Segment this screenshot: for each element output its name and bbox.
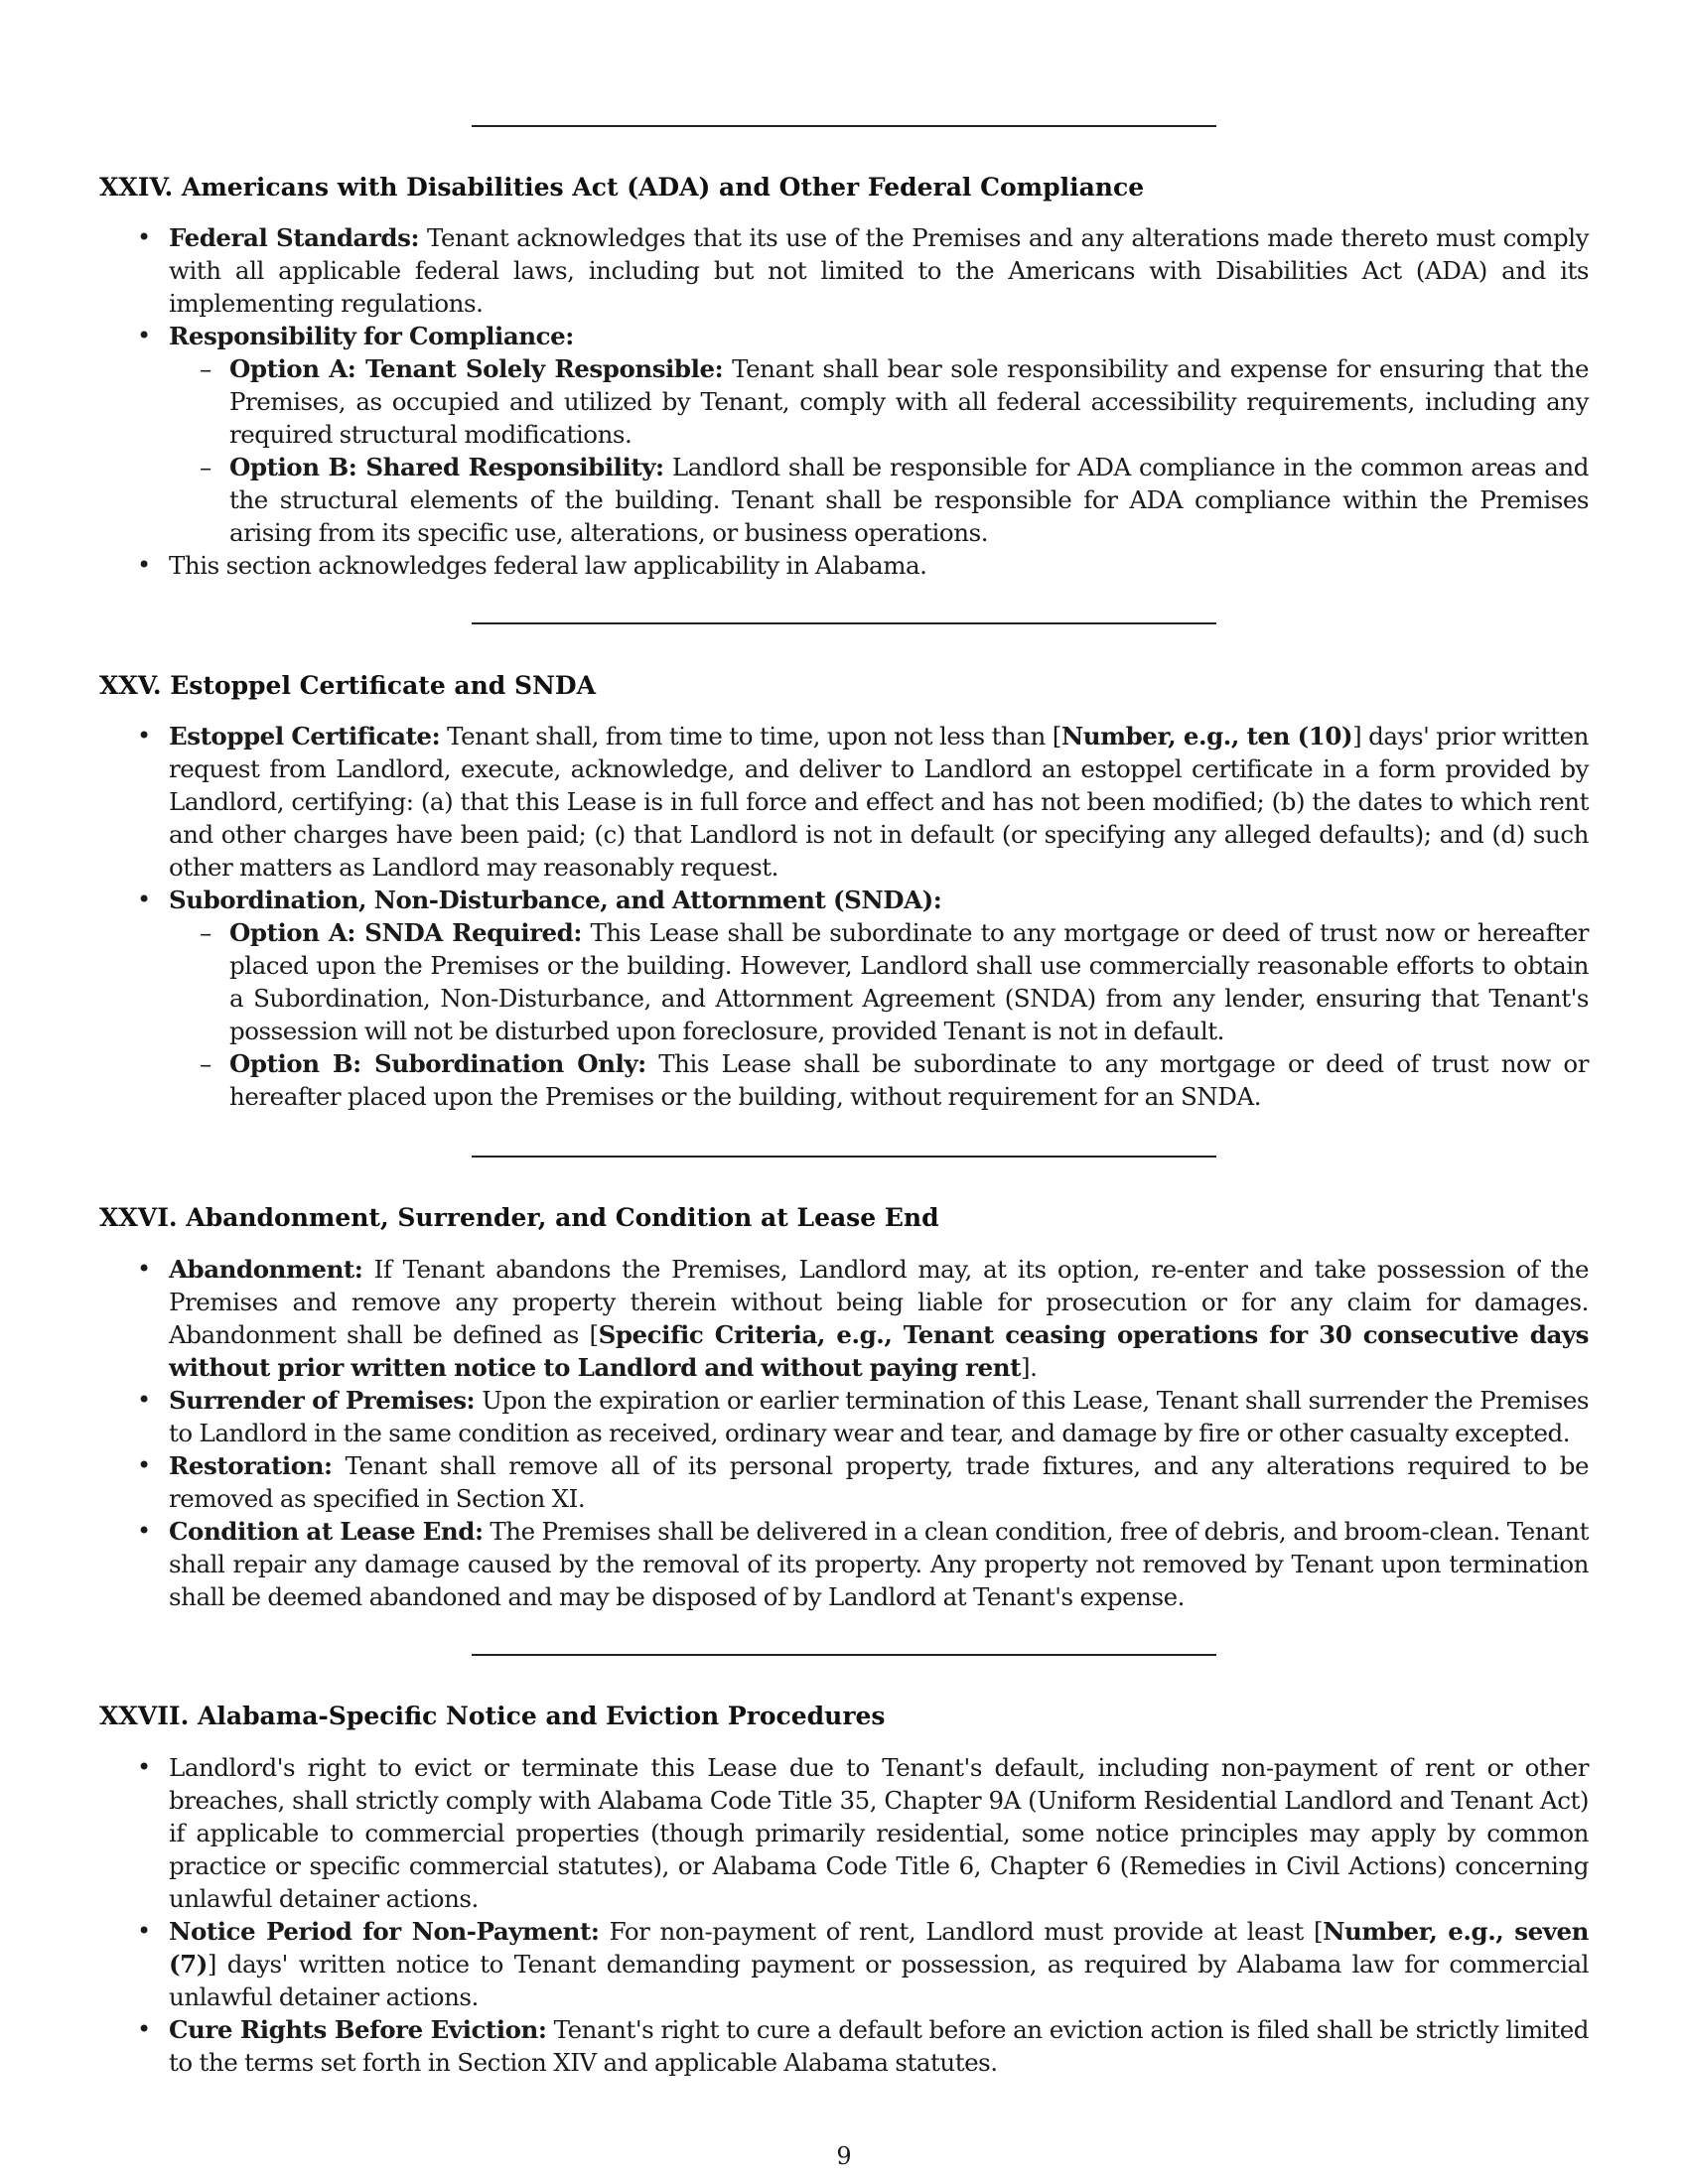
section-xxvii-list [99,1751,1589,2079]
option-a-tenant-solely-responsible: – Option A: Tenant Solely Responsible: Tenant shall bear sole responsibility and expense for ensuring that the Premises, as occupied and utilized by Tenant, comply with all federal accessibility requirements, including any required structural modifications. [169,352,1589,451]
list-item-estoppel-certificate: • Estoppel Certificate: Tenant shall, from time to time, upon not less than [Number, e.g., ten (10)] days' prior written request from Landlord, execute, acknowledge, and deliver to Landlord an estoppel certificate in a form provided by Landlord, certifying: (a) that this Lease is in full force and effect and has not been modified; (b) the dates to which rent and other charges have been paid; (c) that Landlord is not in default (or specifying any alleged defaults); and (d) such other matters as Landlord may reasonably request. [99,720,1589,884]
section-heading-xxv: XXV. Estoppel Certificate and SNDA [99,671,596,700]
section-xxv-list [99,720,1589,1113]
section-heading-xxiv: XXIV. Americans with Disabilities Act (ADA) and Other Federal Compliance [99,173,1145,202]
section-divider [472,622,1216,624]
snda-options [169,916,1589,1113]
option-b-subordination-only: – Option B: Subordination Only: This Lease shall be subordinate to any mortgage or deed of trust now or hereafter placed upon the Premises or the building, without requirement for an SNDA. [169,1047,1589,1113]
list-item-abandonment: • Abandonment: If Tenant abandons the Premises, Landlord may, at its option, re-enter and take possession of the Premises and remove any property therein without being liable for prosecution or for any claim for damages. Abandonment shall be defined as [Specific Criteria, e.g., Tenant ceasing operations for 30 consecutive days without prior written notice to Landlord and without paying rent]. [99,1253,1589,1384]
option-b-shared-responsibility: – Option B: Shared Responsibility: Landlord shall be responsible for ADA compliance in the common areas and the structural elements of the building. Tenant shall be responsible for ADA compliance within the Premises arising from its specific use, alterations, or business operations. [169,451,1589,549]
section-xxiv-list [99,221,1589,582]
placeholder-field: Number, e.g., seven (7) [169,1917,1590,1979]
section-heading-xxvi: XXVI. Abandonment, Surrender, and Condition at Lease End [99,1203,939,1232]
list-item-notice-period: • Notice Period for Non-Payment: For non-payment of rent, Landlord must provide at least [Number, e.g., seven (7)] days' written notice to Tenant demanding payment or possession, as required by Alabama law for commercial unlawful detainer actions. [99,1915,1589,2013]
section-divider [472,125,1216,127]
list-item-responsibility: • Responsibility for Compliance: – Option A: Tenant Solely Responsible: Tenant shall bear sole responsibility and expense for ensuring that the Premises, as occupied and utilized by Tenant, comply with all federal accessibility requirements, including any required structural modifications. – Option B: Shared Responsibility: Landlord shall be responsible for ADA compliance in the common areas and the structural elements of the building. Tenant shall be responsible for ADA compliance within the Premises arising from its specific use, alterations, or business operations. [99,320,1589,549]
placeholder-field: Specific Criteria, e.g., Tenant ceasing operations for 30 consecutive days without prior written notice to Landlord and without paying rent [169,1320,1589,1382]
list-item-closing-note: • This section acknowledges federal law applicability in Alabama. [99,549,1589,582]
responsibility-options [169,352,1589,549]
page-number: 9 [836,2142,852,2170]
option-a-snda-required: – Option A: SNDA Required: This Lease shall be subordinate to any mortgage or deed of trust now or hereafter placed upon the Premises or the building. However, Landlord shall use commercially reasonable efforts to obtain a Subordination, Non-Disturbance, and Attornment Agreement (SNDA) from any lender, ensuring that Tenant's possession will not be disturbed upon foreclosure, provided Tenant is not in default. [169,916,1589,1047]
list-item-cure-rights: • Cure Rights Before Eviction: Tenant's right to cure a default before an eviction action is filed shall be strictly limited to the terms set forth in Section XIV and applicable Alabama statutes. [99,2013,1589,2079]
placeholder-field: Number, e.g., ten (10) [1060,722,1353,751]
list-item-snda: • Subordination, Non-Disturbance, and Attornment (SNDA): – Option A: SNDA Required: This Lease shall be subordinate to any mortgage or deed of trust now or hereafter placed upon the Premises or the building. However, Landlord shall use commercially reasonable efforts to obtain a Subordination, Non-Disturbance, and Attornment Agreement (SNDA) from any lender, ensuring that Tenant's possession will not be disturbed upon foreclosure, provided Tenant is not in default. – Option B: Subordination Only: This Lease shall be subordinate to any mortgage or deed of trust now or hereafter placed upon the Premises or the building, without requirement for an SNDA. [99,884,1589,1113]
section-heading-xxvii: XXVII. Alabama-Specific Notice and Eviction Procedures [99,1702,886,1730]
section-divider [472,1156,1216,1158]
list-item-federal-standards: • Federal Standards: Tenant acknowledges that its use of the Premises and any alterations made thereto must comply with all applicable federal laws, including but not limited to the Americans with Disabilities Act (ADA) and its implementing regulations. [99,221,1589,320]
list-item-restoration: • Restoration: Tenant shall remove all of its personal property, trade fixtures, and any alterations required to be removed as specified in Section XI. [99,1449,1589,1515]
list-item-surrender: • Surrender of Premises: Upon the expiration or earlier termination of this Lease, Tenant shall surrender the Premises to Landlord in the same condition as received, ordinary wear and tear, and damage by fire or other casualty excepted. [99,1384,1589,1449]
section-divider [472,1654,1216,1656]
list-item-eviction-intro: • Landlord's right to evict or terminate this Lease due to Tenant's default, including non-payment of rent or other breaches, shall strictly comply with Alabama Code Title 35, Chapter 9A (Uniform Residential Landlord and Tenant Act) if applicable to commercial properties (though primarily residential, some notice principles may apply by common practice or specific commercial statutes), or Alabama Code Title 6, Chapter 6 (Remedies in Civil Actions) concerning unlawful detainer actions. [99,1751,1589,1915]
section-xxvi-list [99,1253,1589,1613]
list-item-condition: • Condition at Lease End: The Premises shall be delivered in a clean condition, free of debris, and broom-clean. Tenant shall repair any damage caused by the removal of its property. Any property not removed by Tenant upon termination shall be deemed abandoned and may be disposed of by Landlord at Tenant's expense. [99,1515,1589,1613]
